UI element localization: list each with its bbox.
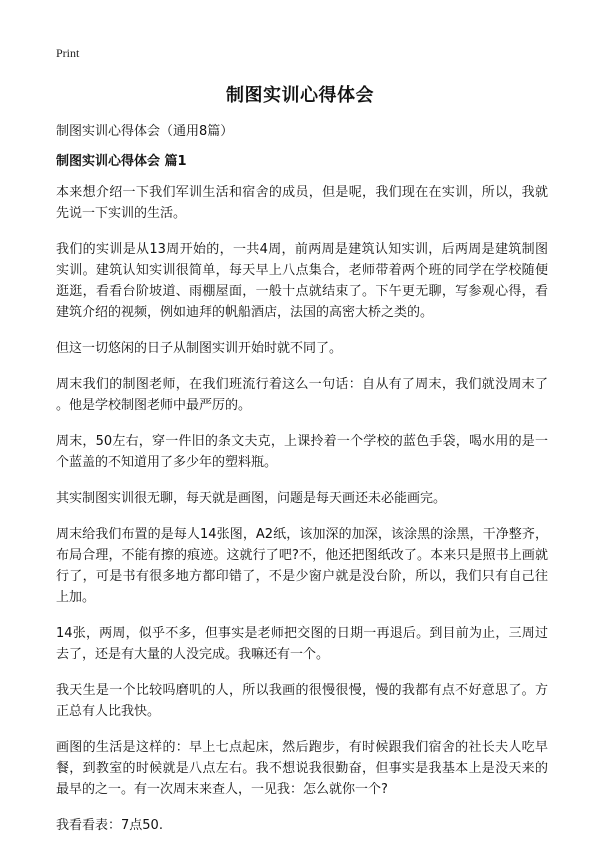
paragraph: 我看看表：7点50. <box>56 818 163 833</box>
paragraph: 画图的生活是这样的：早上七点起床，然后跑步，有时候跟我们宿舍的社长夫人吃早餐，到教室的时候就是八点左右。我不想说我很勤奋，但事实是我基本上是没天来的最早的之一。有一次周末来查人，一见我：怎么就你一个? <box>56 740 548 797</box>
paragraph: 其实制图实训很无聊，每天就是画图，问题是每天画还未必能画完。 <box>56 491 447 506</box>
paragraph: 我天生是一个比较吗磨叽的人，所以我画的很慢很慢，慢的我都有点不好意思了。方正总有人比我快。 <box>56 683 548 719</box>
paragraph: 本来想介绍一下我们军训生活和宿舍的成员，但是呢，我们现在在实训，所以，我就先说一下实训的生活。 <box>56 185 548 221</box>
paragraph: 我们的实训是从13周开始的，一共4周，前两周是建筑认知实训，后两周是建筑制图实训。建筑认知实训很简单，每天早上八点集合，老师带着两个班的同学在学校随便逛逛，看看台阶坡道、雨棚屋面，一般十点就结束了。下午更无聊，写参观心得，看建筑介绍的视频，例如迪拜的帆船酒店，法国的高密大桥之类的。 <box>56 242 548 320</box>
document-subtitle: 制图实训心得体会（通用8篇） <box>56 124 234 139</box>
document-body <box>56 182 548 851</box>
paragraph: 周末，50左右，穿一件旧的条文夫克，上课拎着一个学校的蓝色手袋，喝水用的是一个蓝盖的不知道用了多少年的塑料瓶。 <box>56 434 548 470</box>
paragraph: 周末给我们布置的是每人14张图，A2纸，该加深的加深，该涂黑的涂黑，干净整齐，布局合理，不能有擦的痕迹。这就行了吧?不，他还把图纸改了。本来只是照书上画就行了，可是书有很多地方都印错了，不是少窗户就是没台阶，所以，我们只有自己往上加。 <box>56 527 548 605</box>
paragraph: 周末我们的制图老师，在我们班流行着这么一句话：自从有了周末，我们就没周末了。他是学校制图老师中最严厉的。 <box>56 377 548 413</box>
print-label: Print <box>56 46 80 60</box>
section-heading: 制图实训心得体会 篇1 <box>56 154 187 169</box>
paragraph: 但这一切悠闲的日子从制图实训开始时就不同了。 <box>56 341 343 356</box>
paragraph: 14张，两周，似乎不多，但事实是老师把交图的日期一再退后。到目前为止，三周过去了，还是有大量的人没完成。我嘛还有一个。 <box>56 626 548 662</box>
document-title: 制图实训心得体会 <box>226 85 374 106</box>
